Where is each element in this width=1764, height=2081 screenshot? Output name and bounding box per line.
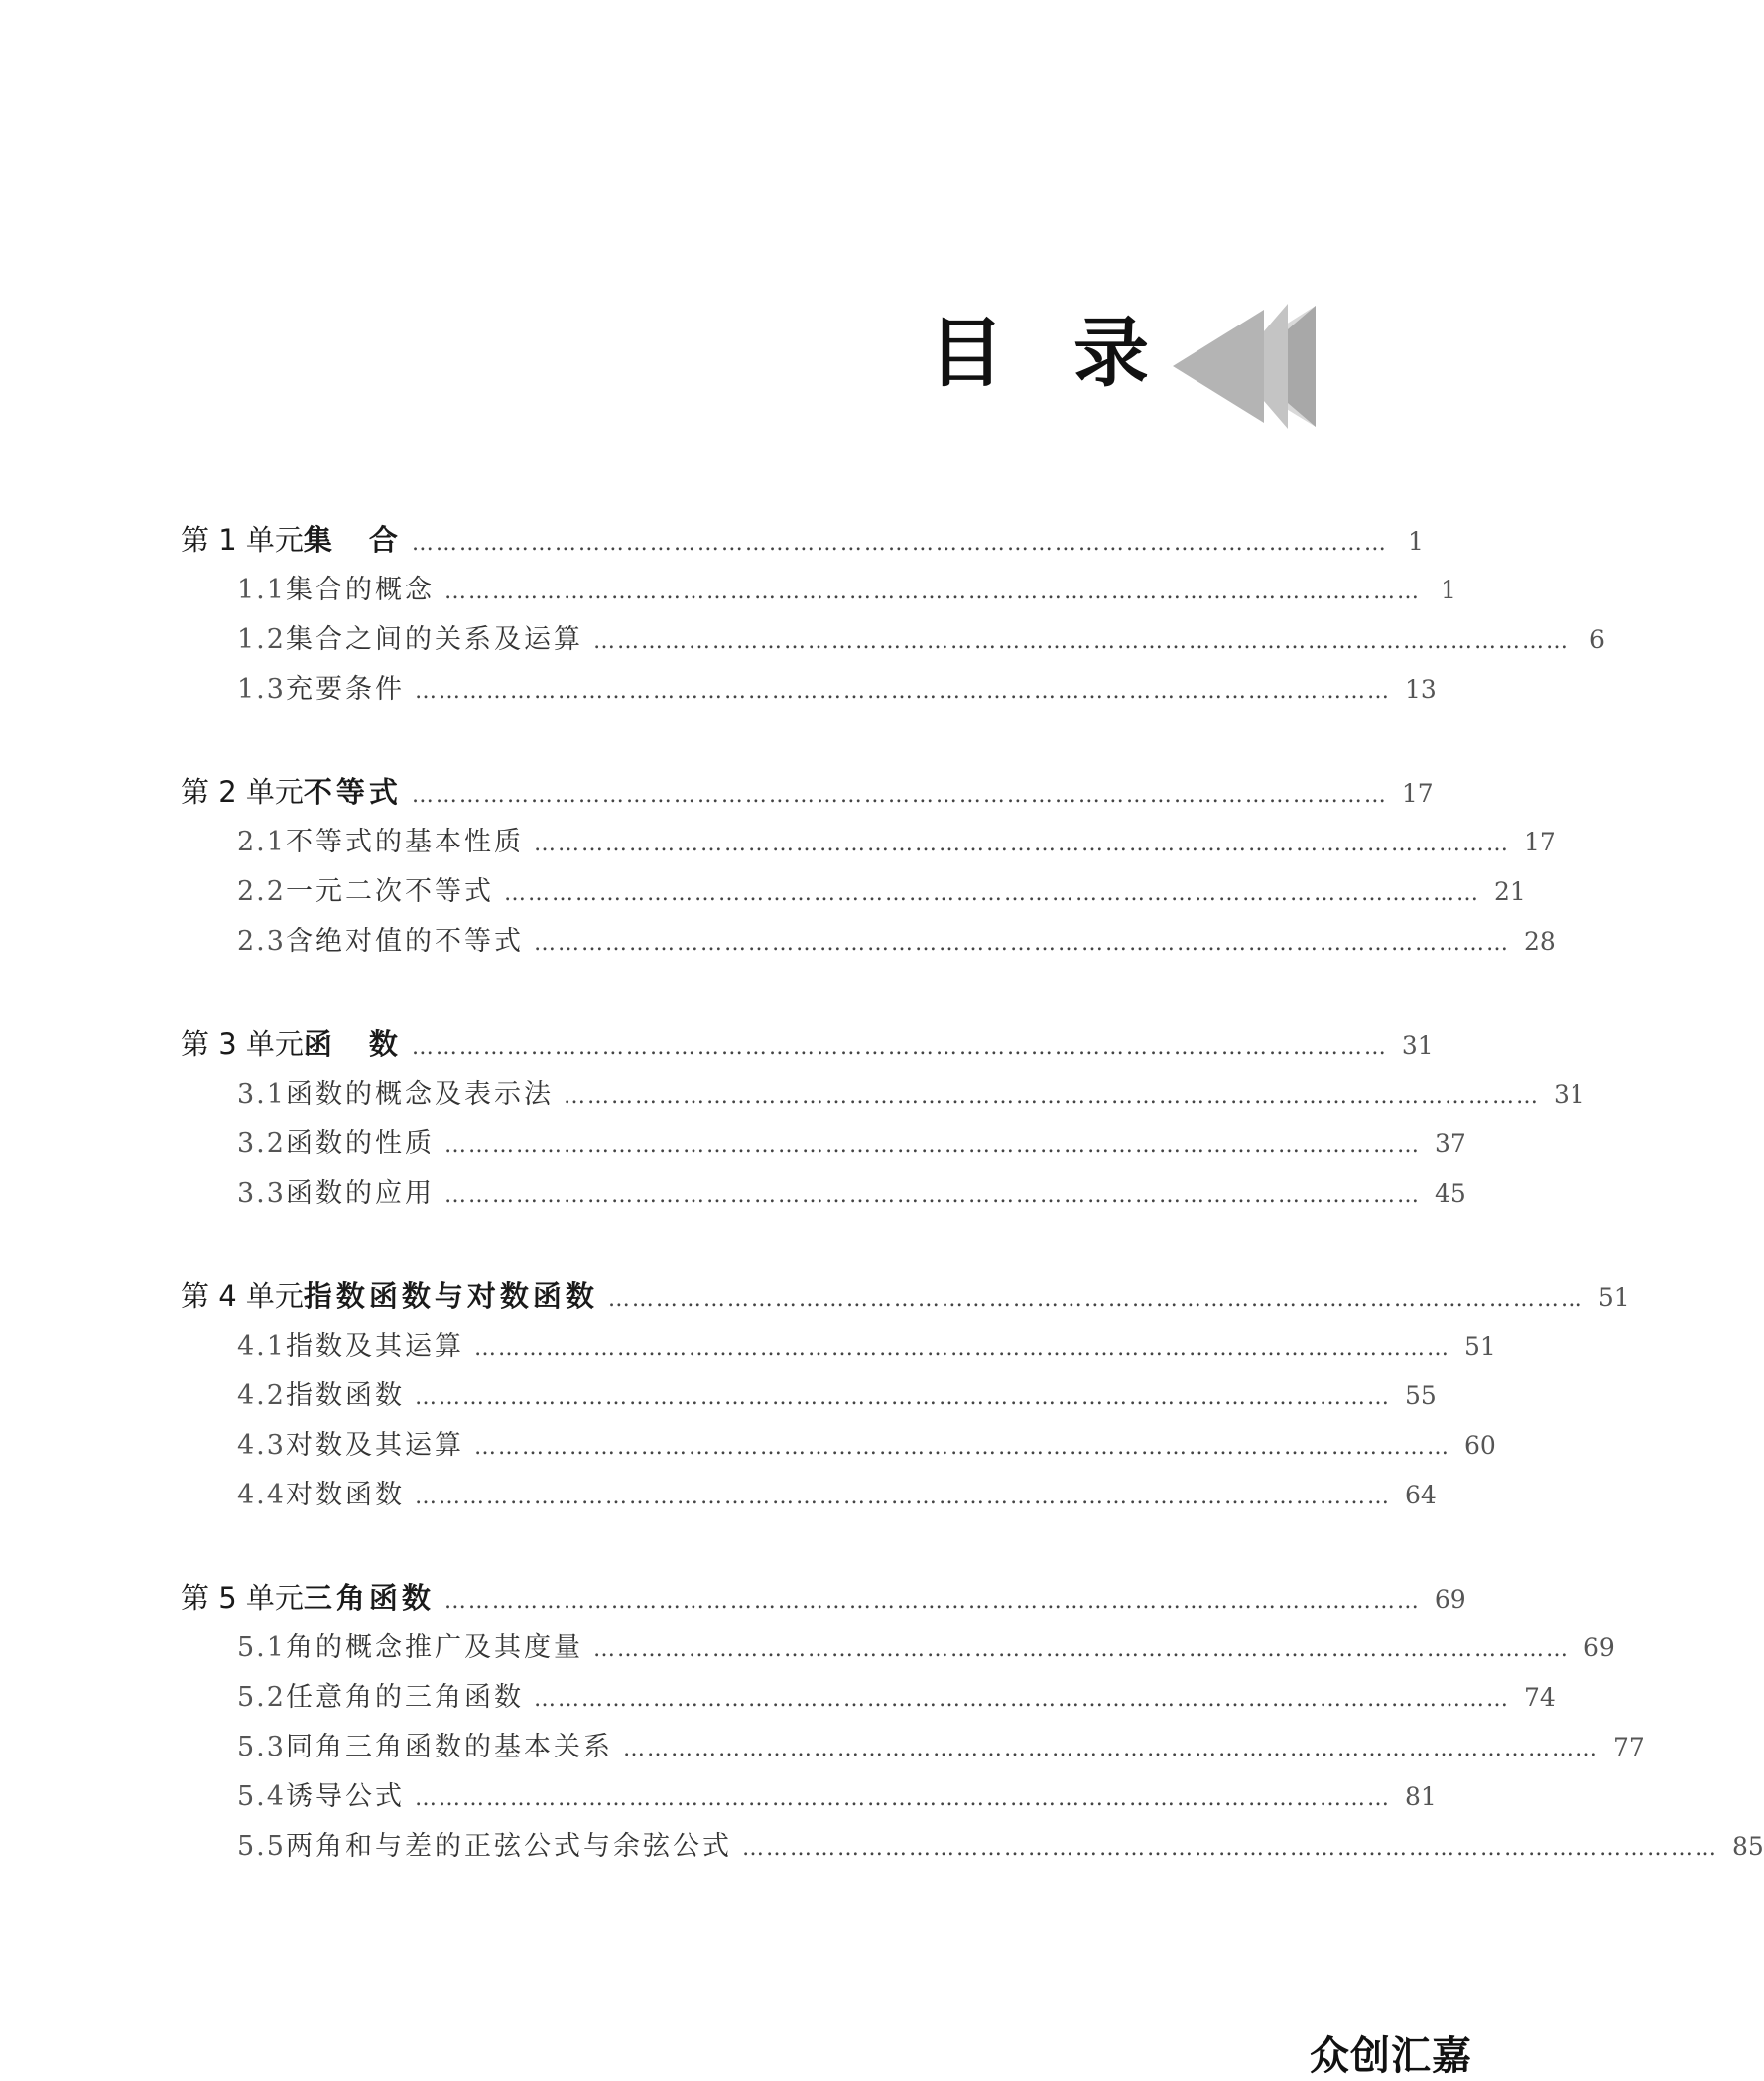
toc-section-5-2[interactable] xyxy=(181,1675,1556,1725)
section-number: 5.3 xyxy=(237,1732,286,1762)
page-number: 6 xyxy=(1589,625,1605,654)
leader-dots: …………………………………………………………………………………………………………… xyxy=(563,1084,1540,1108)
page-number: 17 xyxy=(1401,779,1434,808)
section-title: 含绝对值的不等式 xyxy=(285,926,524,957)
leader-dots: …………………………………………………………………………………………………………… xyxy=(622,1737,1599,1761)
section-number: 5.1 xyxy=(237,1632,286,1663)
watermark-logo: 众创汇嘉 xyxy=(1310,2033,1472,2079)
toc-section-1-2[interactable] xyxy=(181,617,1605,667)
unit-title: 函 数 xyxy=(303,1027,402,1061)
page-number: 37 xyxy=(1434,1129,1466,1158)
page-number: 45 xyxy=(1434,1179,1466,1208)
page-title-char-1: 目 xyxy=(929,309,1006,397)
toc-section-4-3[interactable] xyxy=(181,1423,1496,1473)
section-title: 指数函数 xyxy=(285,1380,405,1411)
page-number: 28 xyxy=(1523,927,1556,956)
section-title: 角的概念推广及其度量 xyxy=(285,1632,583,1663)
toc-section-5-5[interactable] xyxy=(181,1824,1764,1874)
section-title: 一元二次不等式 xyxy=(285,876,494,907)
page-number: 55 xyxy=(1404,1381,1437,1410)
toc-section-3-3[interactable] xyxy=(181,1171,1466,1221)
unit-number: 第 5 单元 xyxy=(181,1581,304,1615)
unit-title: 集 合 xyxy=(303,523,402,557)
unit-title: 指数函数与对数函数 xyxy=(303,1279,598,1313)
section-title: 两角和与差的正弦公式与余弦公式 xyxy=(285,1831,732,1862)
leader-dots: …………………………………………………………………………………………………………… xyxy=(414,679,1391,704)
page-number: 1 xyxy=(1408,527,1424,556)
section-title: 不等式的基本性质 xyxy=(285,827,524,857)
page-number: 81 xyxy=(1404,1782,1437,1811)
section-title: 充要条件 xyxy=(285,674,405,705)
toc-section-2-1[interactable] xyxy=(181,820,1556,869)
leader-dots: …………………………………………………………………………………………………………… xyxy=(411,1035,1388,1060)
leader-dots: …………………………………………………………………………………………………………… xyxy=(411,531,1388,556)
section-title: 函数的性质 xyxy=(285,1128,435,1159)
toc-section-1-3[interactable] xyxy=(181,667,1437,716)
leader-dots: …………………………………………………………………………………………………………… xyxy=(592,629,1570,654)
table-of-contents xyxy=(181,518,1764,1874)
leader-dots: …………………………………………………………………………………………………………… xyxy=(414,1385,1391,1410)
toc-section-3-2[interactable] xyxy=(181,1121,1466,1171)
section-number: 4.2 xyxy=(237,1380,286,1411)
unit-gap xyxy=(181,1522,1312,1576)
toc-unit-1[interactable] xyxy=(181,518,1424,568)
section-number: 4.1 xyxy=(237,1331,286,1362)
section-number: 1.2 xyxy=(237,624,286,655)
page-number: 60 xyxy=(1463,1431,1496,1460)
arrow-front-shape xyxy=(1173,310,1264,423)
leader-dots: …………………………………………………………………………………………………………… xyxy=(607,1287,1584,1312)
page-number: 13 xyxy=(1404,675,1437,704)
toc-section-5-4[interactable] xyxy=(181,1774,1437,1824)
unit-number: 第 1 单元 xyxy=(181,523,304,557)
unit-title: 三角函数 xyxy=(303,1581,435,1615)
page-number: 51 xyxy=(1597,1283,1630,1312)
page-title xyxy=(929,309,1151,397)
page-number: 1 xyxy=(1441,576,1456,604)
toc-unit-4[interactable] xyxy=(181,1274,1630,1324)
page-number: 77 xyxy=(1612,1733,1645,1761)
page-title-char-2: 录 xyxy=(1073,309,1151,397)
section-title: 函数的概念及表示法 xyxy=(285,1079,554,1109)
leader-dots: …………………………………………………………………………………………………………… xyxy=(592,1637,1570,1662)
unit-gap xyxy=(181,716,1312,770)
section-number: 2.2 xyxy=(237,876,286,907)
toc-unit-5[interactable] xyxy=(181,1576,1466,1626)
page-number: 69 xyxy=(1434,1585,1466,1614)
toc-section-2-2[interactable] xyxy=(181,869,1526,919)
page-number: 21 xyxy=(1493,877,1526,906)
leader-dots: …………………………………………………………………………………………………………… xyxy=(443,580,1421,604)
leader-dots: …………………………………………………………………………………………………………… xyxy=(533,1687,1510,1712)
section-number: 3.1 xyxy=(237,1079,286,1109)
unit-number: 第 2 单元 xyxy=(181,775,304,809)
unit-number: 第 3 单元 xyxy=(181,1027,304,1061)
section-number: 1.1 xyxy=(237,575,286,605)
page-number: 17 xyxy=(1523,828,1556,856)
toc-section-4-2[interactable] xyxy=(181,1373,1437,1423)
section-number: 4.4 xyxy=(237,1480,286,1510)
leader-dots: …………………………………………………………………………………………………………… xyxy=(443,1183,1421,1208)
section-title: 集合之间的关系及运算 xyxy=(285,624,583,655)
toc-section-4-1[interactable] xyxy=(181,1324,1496,1373)
section-number: 4.3 xyxy=(237,1430,286,1461)
section-title: 同角三角函数的基本关系 xyxy=(285,1732,613,1762)
page-number: 69 xyxy=(1582,1633,1615,1662)
section-title: 指数及其运算 xyxy=(285,1331,464,1362)
page-number: 51 xyxy=(1463,1332,1496,1361)
title-arrows-icon xyxy=(1171,304,1316,429)
leader-dots: …………………………………………………………………………………………………………… xyxy=(411,783,1388,808)
toc-unit-2[interactable] xyxy=(181,770,1434,820)
page-number: 31 xyxy=(1553,1080,1585,1108)
section-number: 2.3 xyxy=(237,926,286,957)
toc-section-5-3[interactable] xyxy=(181,1725,1645,1774)
leader-dots: …………………………………………………………………………………………………………… xyxy=(473,1336,1450,1361)
section-title: 对数及其运算 xyxy=(285,1430,464,1461)
toc-section-2-3[interactable] xyxy=(181,919,1556,969)
section-number: 1.3 xyxy=(237,674,286,705)
section-number: 3.2 xyxy=(237,1128,286,1159)
leader-dots: …………………………………………………………………………………………………………… xyxy=(503,881,1480,906)
section-number: 5.4 xyxy=(237,1781,286,1812)
section-title: 对数函数 xyxy=(285,1480,405,1510)
toc-section-1-1[interactable] xyxy=(181,568,1456,617)
leader-dots: …………………………………………………………………………………………………………… xyxy=(443,1133,1421,1158)
toc-section-4-4[interactable] xyxy=(181,1473,1437,1522)
toc-section-5-1[interactable] xyxy=(181,1626,1615,1675)
leader-dots: …………………………………………………………………………………………………………… xyxy=(414,1485,1391,1509)
section-title: 函数的应用 xyxy=(285,1178,435,1209)
leader-dots: …………………………………………………………………………………………………………… xyxy=(741,1836,1718,1861)
section-number: 5.2 xyxy=(237,1682,286,1713)
toc-section-3-1[interactable] xyxy=(181,1072,1585,1121)
unit-title: 不等式 xyxy=(303,775,402,809)
page-number: 74 xyxy=(1523,1683,1556,1712)
leader-dots: …………………………………………………………………………………………………………… xyxy=(533,931,1510,956)
page-number: 64 xyxy=(1404,1481,1437,1509)
section-title: 诱导公式 xyxy=(285,1781,405,1812)
leader-dots: …………………………………………………………………………………………………………… xyxy=(443,1589,1421,1614)
leader-dots: …………………………………………………………………………………………………………… xyxy=(533,832,1510,856)
leader-dots: …………………………………………………………………………………………………………… xyxy=(473,1435,1450,1460)
leader-dots: …………………………………………………………………………………………………………… xyxy=(414,1786,1391,1811)
unit-number: 第 4 单元 xyxy=(181,1279,304,1313)
section-title: 任意角的三角函数 xyxy=(285,1682,524,1713)
page-number: 31 xyxy=(1401,1031,1434,1060)
section-number: 3.3 xyxy=(237,1178,286,1209)
section-title: 集合的概念 xyxy=(285,575,435,605)
page-number: 85 xyxy=(1731,1832,1764,1861)
toc-unit-3[interactable] xyxy=(181,1022,1434,1072)
section-number: 2.1 xyxy=(237,827,286,857)
section-number: 5.5 xyxy=(237,1831,286,1862)
unit-gap xyxy=(181,1221,1312,1274)
unit-gap xyxy=(181,969,1312,1022)
